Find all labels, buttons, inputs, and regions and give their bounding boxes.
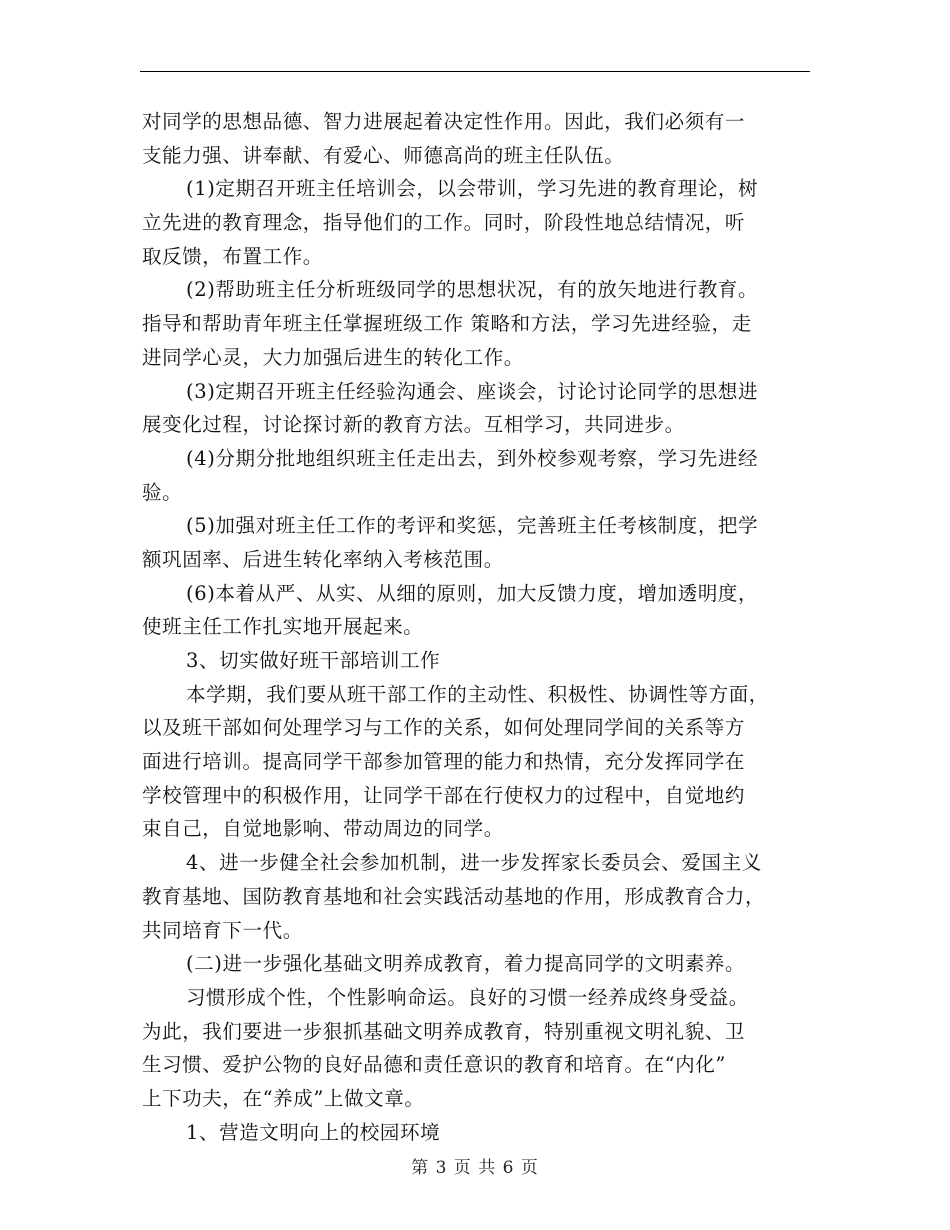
text-line: (二)进一步强化基础文明养成教育，着力提高同学的文明素养。 [186, 952, 746, 976]
text-line: 使班主任工作扎实地开展起来。 [142, 615, 424, 639]
text-line: (6)本着从严、从实、从细的原则，加大反馈力度，增加透明度， [186, 581, 759, 605]
text-line: 1、营造文明向上的校园环境 [186, 1120, 441, 1144]
text-line: 为此，我们要进一步狠抓基础文明养成教育，特别重视文明礼貌、卫 [142, 1019, 746, 1043]
text-line: 3、切实做好班干部培训工作 [186, 649, 441, 672]
text-line: 对同学的思想品德、智力进展起着决定性作用。因此，我们必须有一 [142, 110, 746, 133]
text-line: 以及班干部如何处理学习与工作的关系，如何处理同学间的关系等方 [142, 716, 746, 740]
text-line: (5)加强对班主任工作的考评和奖惩，完善班主任考核制度，把学 [186, 514, 759, 538]
text-line: 额巩固率、后进生转化率纳入考核范围。 [142, 547, 504, 571]
text-line: 进同学心灵，大力加强后进生的转化工作。 [142, 345, 524, 369]
text-line: 共同培育下一代。 [142, 918, 303, 942]
text-line: (3)定期召开班主任经验沟通会、座谈会，讨论讨论同学的思想进 [186, 379, 759, 403]
header-rule [140, 71, 810, 72]
text-line: (2)帮助班主任分析班级同学的思想状况，有的放矢地进行教育。 [186, 278, 759, 302]
text-line: 生习惯、爱护公物的良好品德和责任意识的教育和培育。在“内化” [142, 1053, 726, 1077]
text-line: 教育基地、国防教育基地和社会实践活动基地的作用，形成教育合力， [142, 884, 766, 908]
text-line: 4、进一步健全社会参加机制，进一步发挥家长委员会、爱国主义 [186, 851, 762, 875]
text-line: (4)分期分批地组织班主任走出去，到外校参观考察，学习先进经 [186, 446, 759, 470]
text-line: 展变化过程，讨论探讨新的教育方法。互相学习，共同进步。 [142, 413, 685, 437]
text-line: (1)定期召开班主任培训会，以会带训，学习先进的教育理论，树 [186, 177, 759, 201]
document-body [142, 105, 808, 1149]
text-line: 立先进的教育理念，指导他们的工作。同时，阶段性地总结情况，听 [142, 211, 746, 235]
text-line: 习惯形成个性，个性影响命运。良好的习惯一经养成终身受益。 [186, 985, 749, 1009]
page-footer: 第 3 页 共 6 页 [411, 1158, 539, 1178]
text-line: 面进行培训。提高同学干部参加管理的能力和热情，充分发挥同学在 [142, 750, 746, 774]
text-line: 指导和帮助青年班主任掌握班级工作 策略和方法，学习先进经验，走 [142, 312, 752, 336]
text-line: 支能力强、讲奉献、有爱心、师德高尚的班主任队伍。 [142, 143, 625, 167]
text-line: 取反馈，布置工作。 [142, 244, 323, 268]
text-line: 上下功夫，在“养成”上做文章。 [142, 1086, 425, 1110]
text-line: 验。 [142, 480, 183, 504]
text-line: 束自己，自觉地影响、带动周边的同学。 [142, 817, 504, 841]
text-line: 本学期，我们要从班干部工作的主动性、积极性、协调性等方面， [186, 682, 769, 706]
text-line: 学校管理中的积极作用，让同学干部在行使权力的过程中，自觉地约 [142, 783, 746, 807]
